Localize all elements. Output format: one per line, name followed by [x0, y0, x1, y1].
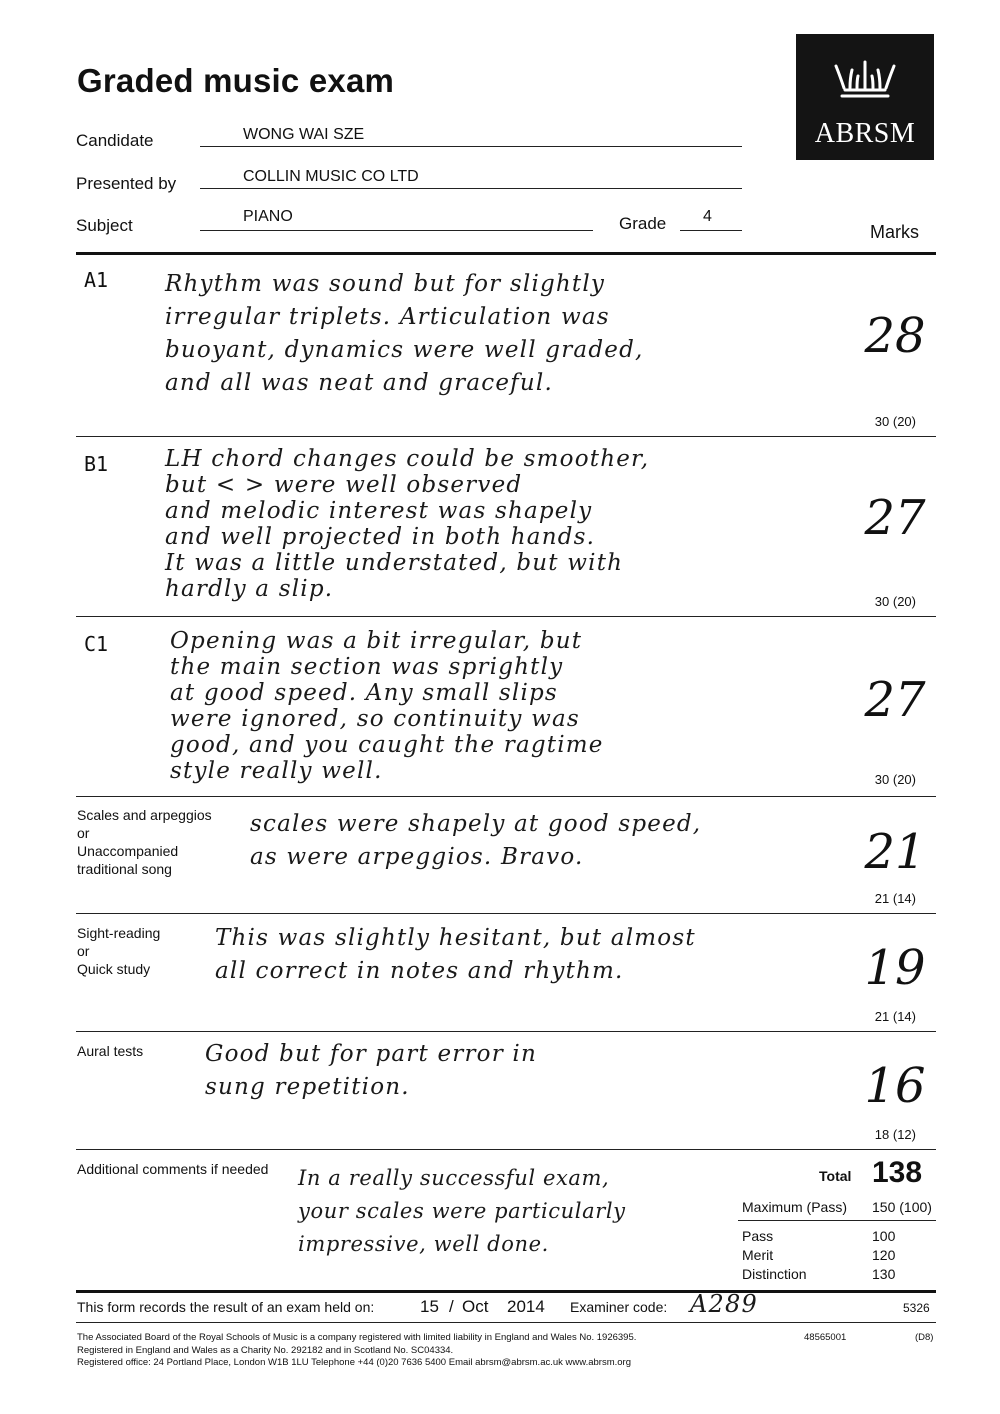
footer-divider	[76, 1322, 936, 1323]
section-c1-max: 30 (20)	[874, 772, 916, 787]
section-a1-label: A1	[84, 268, 109, 292]
comment-line: style really well.	[170, 758, 383, 784]
comment-line: Opening was a bit irregular, but	[170, 628, 583, 654]
section-divider	[76, 1149, 936, 1150]
total-value: 138	[872, 1156, 923, 1189]
sight-reading-label	[77, 924, 160, 978]
comment-line: impressive, well done.	[298, 1232, 549, 1256]
pass-value: 100	[872, 1228, 896, 1244]
marks-heading: Marks	[870, 222, 919, 242]
scales-label	[77, 806, 212, 878]
aural-tests-max: 18 (12)	[874, 1127, 916, 1142]
footer-ref: 48565001	[804, 1332, 847, 1343]
comment-line: scales were shapely at good speed,	[250, 811, 702, 837]
comment-line: the main section was sprightly	[170, 654, 564, 680]
section-divider	[76, 616, 936, 617]
comment-line: your scales were particularly	[298, 1199, 626, 1223]
candidate-value: WONG WAI SZE	[243, 126, 365, 143]
candidate-underline	[200, 146, 742, 147]
label-line: Aural tests	[77, 1043, 144, 1059]
sight-reading-mark: 19	[864, 940, 926, 996]
pass-label: Pass	[742, 1228, 774, 1244]
grade-underline	[680, 230, 742, 231]
presented-by-underline	[200, 188, 742, 189]
merit-value: 120	[872, 1247, 896, 1263]
section-b1-comment	[165, 446, 649, 602]
label-line: Sight-reading	[77, 925, 161, 941]
examiner-label: Examiner code:	[570, 1299, 668, 1315]
distinction-value: 130	[872, 1266, 896, 1282]
label-line: or	[77, 825, 90, 841]
comment-line: and all was neat and graceful.	[165, 370, 553, 396]
presented-by-value: COLLIN MUSIC CO LTD	[243, 168, 419, 185]
comment-line: Rhythm was sound but for slightly	[165, 271, 606, 297]
scales-mark: 21	[864, 824, 926, 880]
label-line: Scales and arpeggios	[77, 807, 212, 823]
section-b1-max: 30 (20)	[874, 594, 916, 609]
merit-label: Merit	[742, 1247, 774, 1263]
abrsm-logo	[796, 34, 934, 160]
candidate-label: Candidate	[76, 131, 154, 150]
grade-label: Grade	[619, 214, 667, 233]
comment-line: as were arpeggios. Bravo.	[250, 844, 584, 870]
section-c1-label: C1	[84, 632, 109, 656]
header-divider	[76, 252, 936, 255]
scales-comment	[250, 808, 701, 874]
label-line: or	[77, 943, 90, 959]
comment-line: and well projected in both hands.	[165, 524, 596, 550]
subject-label: Subject	[76, 216, 133, 235]
additional-comments	[298, 1162, 626, 1261]
maximum-label: Maximum (Pass)	[742, 1199, 848, 1215]
crown-icon	[830, 58, 900, 108]
totals-divider	[738, 1220, 936, 1221]
subject-value: PIANO	[243, 208, 293, 225]
comment-line: sung repetition.	[205, 1074, 410, 1100]
footer-code: (D8)	[915, 1332, 934, 1343]
comment-line: all correct in notes and rhythm.	[215, 958, 624, 984]
section-divider	[76, 436, 936, 437]
footer-text	[77, 1332, 797, 1370]
date-slash: /	[449, 1297, 454, 1316]
record-text: This form records the result of an exam held on:	[77, 1299, 375, 1315]
footer-line: Registered in England and Wales as a Charity No. 292182 and in Scotland No. SC04334.	[77, 1344, 454, 1356]
comment-line: It was a little understated, but with	[165, 550, 624, 576]
section-a1-mark: 28	[864, 308, 926, 364]
footer-line: Registered office: 24 Portland Place, London W1B 1LU Telephone +44 (0)20 7636 5400 Email abrsm@abrsm.ac.uk www.abrsm.org	[77, 1357, 632, 1368]
record-divider	[76, 1290, 936, 1293]
grade-value: 4	[703, 208, 712, 225]
exam-day: 15	[420, 1297, 439, 1316]
sight-reading-max: 21 (14)	[874, 1009, 916, 1024]
section-c1-comment	[170, 628, 604, 784]
comment-line: were ignored, so continuity was	[170, 706, 580, 732]
total-label: Total	[819, 1168, 852, 1184]
section-c1-mark: 27	[864, 672, 926, 728]
section-divider	[76, 796, 936, 797]
comment-line: In a really successful exam,	[298, 1166, 610, 1190]
presented-by-label: Presented by	[76, 174, 177, 193]
label-line: Quick study	[77, 961, 151, 977]
form-number: 5326	[903, 1301, 930, 1315]
exam-year: 2014	[507, 1297, 545, 1316]
comment-line: buoyant, dynamics were well graded,	[165, 337, 644, 363]
section-a1-comment	[165, 268, 644, 400]
section-divider	[76, 1031, 936, 1032]
logo-text: ABRSM	[814, 118, 916, 149]
sight-reading-comment	[215, 922, 696, 988]
comment-line: LH chord changes could be smoother,	[165, 446, 650, 472]
comment-line: This was slightly hesitant, but almost	[215, 925, 696, 951]
maximum-value: 150 (100)	[872, 1199, 932, 1215]
footer-line: The Associated Board of the Royal Schools of Music is a company registered with limited liability in England and Wales No. 1926395.	[77, 1332, 637, 1343]
section-b1-label: B1	[84, 452, 109, 476]
comment-line: and melodic interest was shapely	[165, 498, 593, 524]
aural-tests-label	[77, 1042, 143, 1060]
scales-max: 21 (14)	[874, 891, 916, 906]
subject-underline	[200, 230, 593, 231]
aural-tests-mark: 16	[864, 1058, 926, 1114]
page-title: Graded music exam	[77, 62, 395, 99]
section-divider	[76, 913, 936, 914]
comment-line: at good speed. Any small slips	[170, 680, 558, 706]
comment-line: Good but for part error in	[205, 1041, 537, 1067]
section-b1-mark: 27	[864, 490, 926, 546]
distinction-label: Distinction	[742, 1266, 807, 1282]
comment-line: but < > were well observed	[165, 472, 523, 498]
examiner-code: A289	[690, 1290, 758, 1318]
section-a1-max: 30 (20)	[874, 414, 916, 429]
comment-line: hardly a slip.	[165, 576, 334, 602]
label-line: Unaccompanied	[77, 843, 179, 859]
additional-comments-label: Additional comments if needed	[77, 1161, 269, 1177]
aural-tests-comment	[205, 1038, 537, 1104]
comment-line: good, and you caught the ragtime	[170, 732, 604, 758]
comment-line: irregular triplets. Articulation was	[165, 304, 610, 330]
exam-month: Oct	[462, 1297, 489, 1316]
label-line: traditional song	[77, 861, 172, 877]
